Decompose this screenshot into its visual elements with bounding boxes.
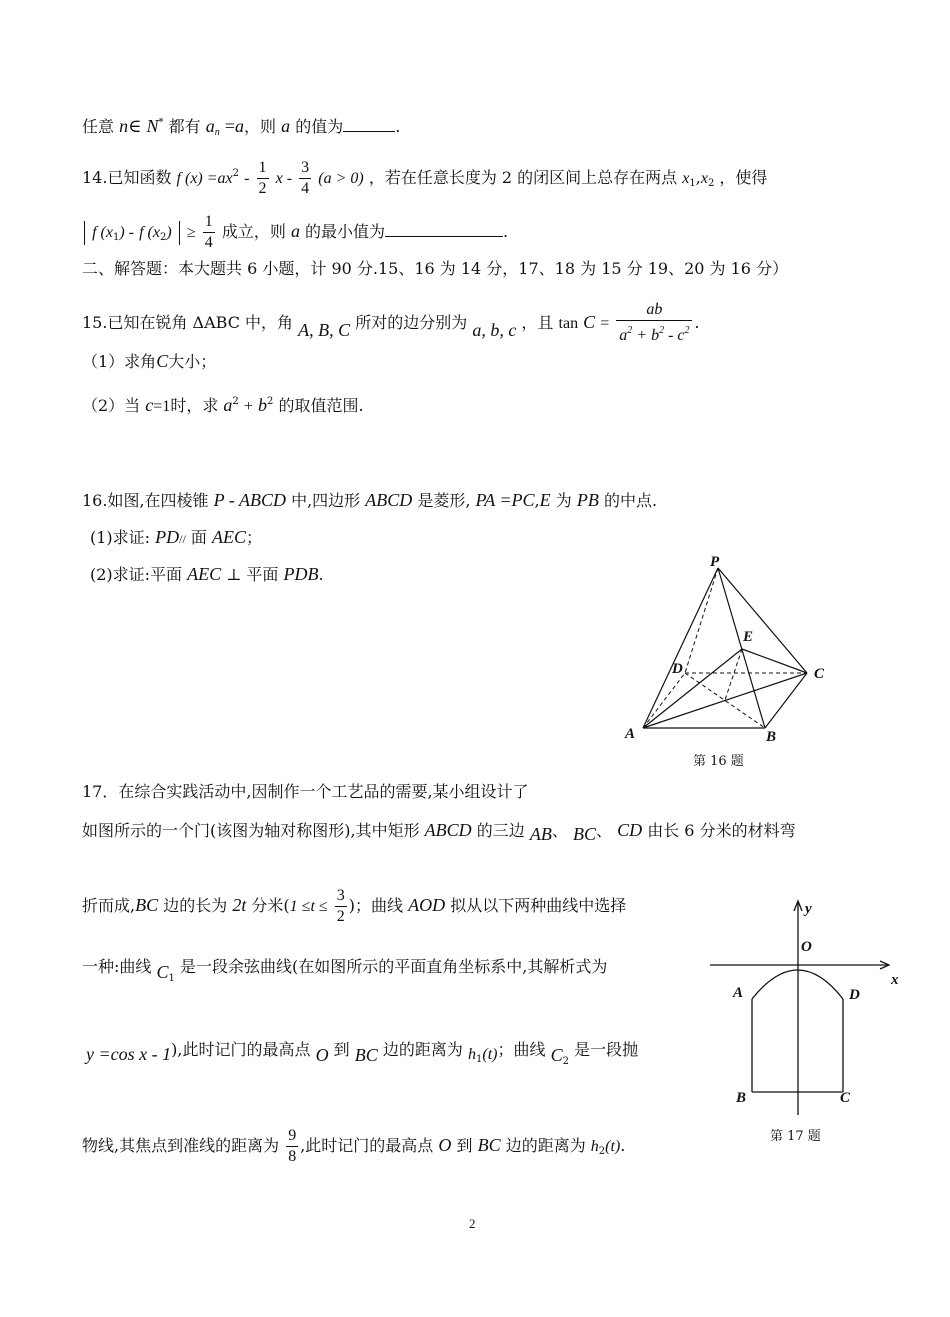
label-P: P bbox=[710, 554, 720, 570]
figure-17-door bbox=[705, 895, 915, 1120]
abs-bar-left bbox=[84, 221, 85, 245]
q17-line6: 物线,其焦点到准线的距离为 $\frac{9}{8}$ ,此时记门的最高点 O 到 BC 边的距离为 $h_2(t)$. bbox=[82, 1127, 626, 1165]
figure-16-caption: 第 16 题 bbox=[693, 754, 744, 769]
q15-part1: （1）求角C大小； bbox=[82, 351, 217, 371]
q17-line2: 如图所示的一个门(该图为轴对称图形),其中矩形 ABCD 的三边 AB、 BC、 CD 由长 6 分米的材料弯 bbox=[82, 820, 796, 844]
tan-fraction: $\frac{ab}{a^2 + b^2 - c^2}$ bbox=[616, 300, 692, 346]
answer-blank bbox=[385, 234, 503, 237]
q16-line1: 16.如图,在四棱锥 P - ABCD 中,四边形 ABCD 是菱形, PA =PC,E 为 PB 的中点. bbox=[82, 490, 658, 510]
q16-part1: (1)求证: PD// 面 AEC； bbox=[90, 527, 263, 547]
q13-tail-line: 任意 n∈ N* 都有 $a_n =a$，则 a 的值为 . bbox=[82, 116, 401, 138]
label-O: O bbox=[801, 939, 812, 955]
q17-line1: 17．在综合实践活动中,因制作一个工艺品的需要,某小组设计了 bbox=[82, 782, 529, 801]
fraction-1-4: $\frac{1}{4}$ bbox=[204, 213, 213, 251]
q16-part2: (2)求证:平面 AEC ⊥ 平面 PDB. bbox=[90, 564, 324, 584]
section-2-heading: 二、解答题：本大题共 6 小题，计 90 分.15、16 为 14 分，17、18 为 15 分 19、20 为 16 分） bbox=[82, 259, 789, 278]
edge-PB bbox=[718, 568, 765, 728]
figure-16-pyramid bbox=[610, 548, 840, 778]
label-D: D bbox=[849, 987, 860, 1003]
label-A: A bbox=[625, 726, 636, 742]
abs-bar-right bbox=[179, 221, 180, 245]
q17-line5: y =cos x - 1),此时记门的最高点 O 到 BC 边的距离为 $h_1(t)$；曲线 $C_2$ 是一段抛 bbox=[86, 1040, 639, 1067]
label-D: D bbox=[672, 661, 683, 677]
label-C: C bbox=[814, 666, 825, 682]
q17-line3: 折而成,BC 边的长为 2t 分米(1 ≤t ≤ $\frac{3}{2}$ )；曲线 AOD 拟从以下两种曲线中选择 bbox=[82, 887, 627, 925]
edge-PA bbox=[643, 568, 718, 728]
q14-line1: 14.已知函数 f $(x) =ax^2$ - $\frac{1}{2}$ x - $\frac{3}{4}$ (a > 0) ，若在任意长度为 2 的闭区间上总存在两点 $x_1,x_2$ ，使得 bbox=[82, 159, 768, 197]
label-C: C bbox=[840, 1090, 851, 1106]
label-E: E bbox=[743, 629, 754, 645]
q17-line4: 一种:曲线 $C_1$ 是一段余弦曲线(在如图所示的平面直角坐标系中,其解析式为 bbox=[82, 957, 608, 984]
edge-BC bbox=[765, 673, 807, 728]
q15-line1: 15.已知在锐角 ΔABC 中，角 A, B, C 所对的边分别为 a, b, c ，且 tan C = $\frac{ab}{a^2 + b^2 - c^2}$ . bbox=[82, 301, 700, 344]
label-B: B bbox=[766, 729, 777, 745]
edge-AE bbox=[643, 649, 742, 728]
edge-EO bbox=[725, 649, 742, 700]
fraction-3-2: $\frac{3}{2}$ bbox=[336, 887, 345, 925]
edge-PD bbox=[685, 568, 718, 673]
edge-AC bbox=[643, 673, 807, 728]
label-B: B bbox=[736, 1090, 747, 1106]
figure-17-caption: 第 17 题 bbox=[770, 1129, 821, 1144]
fraction-9-8: $\frac{9}{8}$ bbox=[288, 1127, 297, 1165]
label-x: x bbox=[891, 972, 899, 988]
fraction-1-2: $\frac{1}{2}$ bbox=[258, 159, 267, 197]
q14-line2: f $(x_1)$ - f $(x_2)$ ≥ $\frac{1}{4}$ 成立，则 a 的最小值为 . bbox=[82, 212, 508, 253]
fraction-3-4: $\frac{3}{4}$ bbox=[301, 159, 310, 197]
label-A: A bbox=[733, 985, 744, 1001]
answer-blank bbox=[343, 129, 395, 132]
label-y: y bbox=[805, 901, 812, 917]
edge-AD bbox=[643, 673, 685, 728]
page-number: 2 bbox=[469, 1216, 476, 1231]
q15-part2: （2）当 c=1时，求 $a^2 + b^2$ 的取值范围. bbox=[82, 395, 364, 415]
